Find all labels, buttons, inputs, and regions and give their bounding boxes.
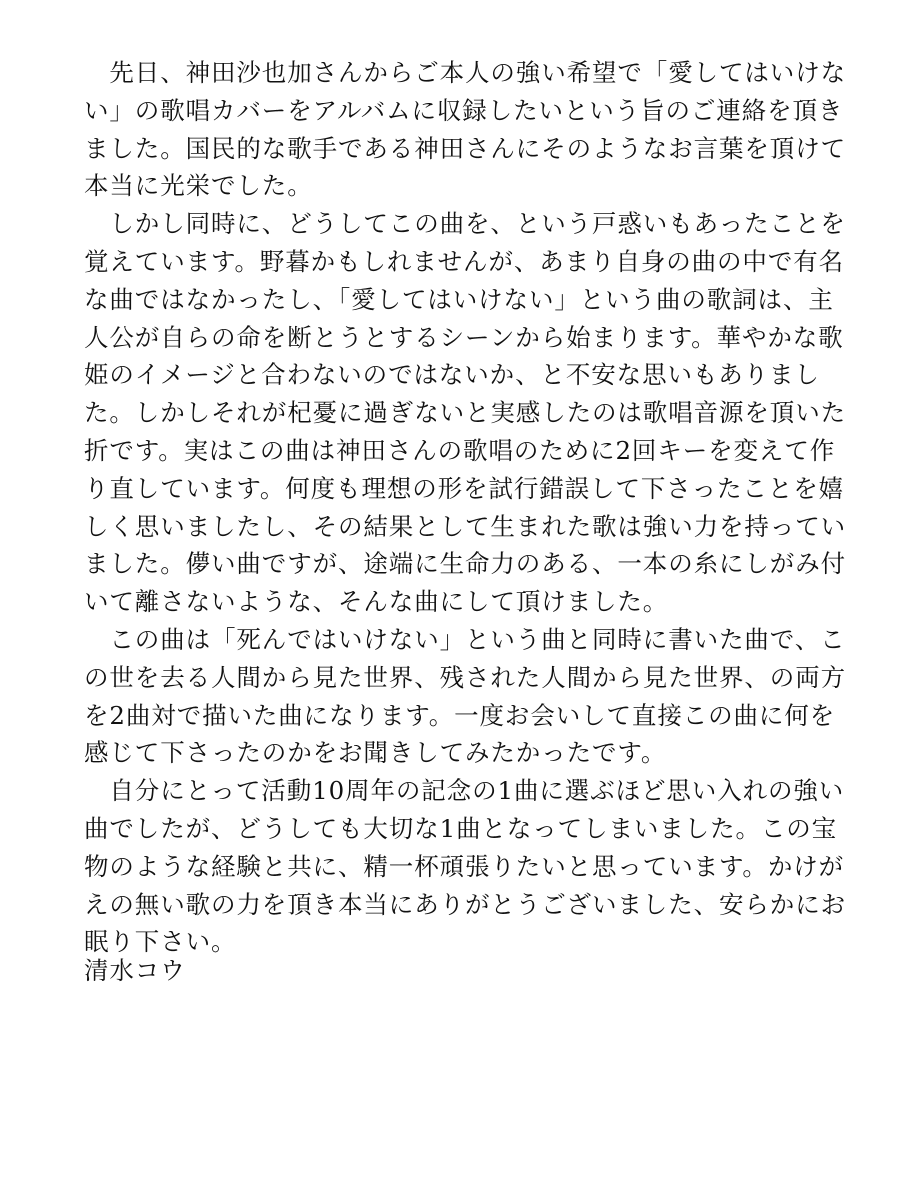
letter-line: 折です。実はこの曲は神田さんの歌唱のために2回キーを変えて作 xyxy=(84,435,836,465)
letter-line: た。しかしそれが杞憂に過ぎないと実感したのは歌唱音源を頂いた xyxy=(84,398,846,428)
letter-line: 曲でしたが、どうしても大切な1曲となってしまいました。この宝 xyxy=(84,813,838,843)
letter-line: 自分にとって活動10周年の記念の1曲に選ぶほど思い入れの強い xyxy=(84,776,845,806)
letter-line: この曲は「死んではいけない」という曲と同時に書いた曲で、こ xyxy=(84,624,846,654)
letter-line: 覚えています。野暮かもしれませんが、あまり自身の曲の中で有名 xyxy=(84,246,845,276)
letter-line: 物のような経験と共に、精一杯頑張りたいと思っています。かけが xyxy=(84,851,845,881)
letter-body xyxy=(84,54,846,961)
letter-line: 本当に光栄でした。 xyxy=(84,171,313,201)
letter-line: な曲ではなかったし、「愛してはいけない」という曲の歌詞は、主 xyxy=(84,284,834,314)
letter-line: しかし同時に、どうしてこの曲を、という戸惑いもあったことを xyxy=(84,209,846,239)
letter-line: い」の歌唱カバーをアルバムに収録したいという旨のご連絡を頂き xyxy=(84,95,844,125)
letter-line: の世を去る人間から見た世界、残された人間から見た世界、の両方 xyxy=(84,662,846,692)
letter-line: ました。儚い曲ですが、途端に生命力のある、一本の糸にしがみ付 xyxy=(84,549,846,579)
letter-line: り直しています。何度も理想の形を試行錯誤して下さったことを嬉 xyxy=(84,473,845,503)
letter-line: 姫のイメージと合わないのではないか、と不安な思いもありまし xyxy=(84,360,820,390)
letter-line: しく思いましたし、その結果として生まれた歌は強い力を持ってい xyxy=(84,511,846,541)
letter-line: 感じて下さったのかをお聞きしてみたかったです。 xyxy=(84,738,667,768)
letter-line: を2曲対で描いた曲になります。一度お会いして直接この曲に何を xyxy=(84,700,836,730)
signature: 清水コウ xyxy=(84,956,186,985)
letter-line: 人公が自らの命を断とうとするシーンから始まります。華やかな歌 xyxy=(84,322,844,352)
letter-line: ました。国民的な歌手である神田さんにそのようなお言葉を頂けて xyxy=(84,133,846,163)
letter-line: えの無い歌の力を頂き本当にありがとうございました、安らかにお xyxy=(84,889,846,919)
letter-line: 先日、神田沙也加さんからご本人の強い希望で「愛してはいけな xyxy=(84,58,846,87)
letter-line: いて離さないような、そんな曲にして頂けました。 xyxy=(84,587,669,617)
letter-line: 眠り下さい。 xyxy=(84,927,237,957)
